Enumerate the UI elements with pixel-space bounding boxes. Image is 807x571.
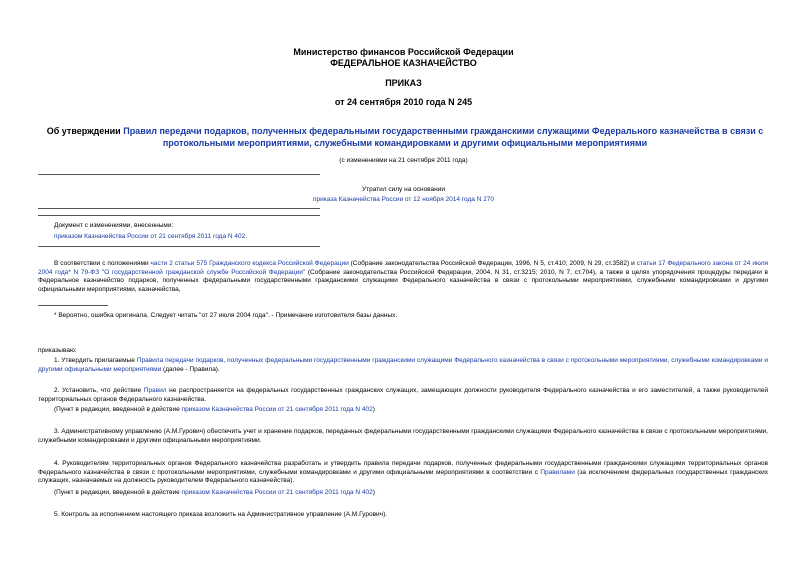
doc-type-heading: ПРИКАЗ xyxy=(385,78,422,88)
preamble-paragraph xyxy=(38,260,768,294)
rules-link[interactable]: Правил xyxy=(143,387,167,394)
item-4-note xyxy=(38,489,768,498)
item-text: (далее - Правила). xyxy=(161,365,220,373)
amendment-order-link[interactable]: приказом Казначейства России от 21 сентября 2011 года N 402 xyxy=(181,406,373,413)
note-text: ) xyxy=(372,489,375,496)
rules-link[interactable]: Правила передачи подарков, полученных федеральными государственными гражданскими служащими Федерального казначейства в связи с протокольными мероприятиями, служебными командировками и другими официальными мероприятиями xyxy=(38,357,768,373)
divider xyxy=(38,174,320,175)
changes-doc-link[interactable]: приказом Казначейства России от 21 сентября 2011 года N 402. xyxy=(54,233,248,240)
order-word: приказываю: xyxy=(38,347,77,354)
lost-force-link[interactable]: приказа Казначейства России от 12 ноября 2014 года N 270 xyxy=(312,196,495,203)
title-prefix: Об утверждении xyxy=(46,126,124,136)
federal-law-link[interactable]: статьи 17 Федерального закона от 24 июля 2004 года* N 79-ФЗ "О государственной гражданской службе Российской Федерации" xyxy=(38,260,769,276)
changes-doc-text: Документ с изменениями, внесенными: xyxy=(54,222,174,229)
note-text: ) xyxy=(372,406,375,413)
rules-link[interactable]: Правилами xyxy=(540,468,575,476)
document-title xyxy=(30,125,780,149)
doc-date-number: от 24 сентября 2010 года N 245 xyxy=(334,97,473,107)
footnote-divider xyxy=(38,305,108,306)
item-4 xyxy=(38,460,768,486)
title-link[interactable]: Правил передачи подарков, полученных федеральными государственными гражданскими служащими Федерального казначейства в связи с протокольными мероприятиями, служебными командировками и другими официальными мероприятиями xyxy=(123,126,764,148)
lost-force-text: Утратил силу на основании xyxy=(361,186,446,193)
note-text: (Пункт в редакции, введенной в действие xyxy=(54,489,182,496)
item-text: (за исключением федеральных государственных гражданских служащих, назначаемых на должность руководителем Федерального казначейства). xyxy=(38,468,768,485)
item-2-note xyxy=(38,406,768,415)
item-1 xyxy=(38,357,768,374)
preamble-text: (Собрание законодательства Российской Федерации, 2004, N 31, ст.3215; 2010, N 7, ст.704), а также в целях упорядочения процедуры передачи в Федеральное казначейство подарков, полученных федеральными государственными гражданскими служащими Федерального казначейства в связи с протокольными мероприятиями, служебными командировками и другими официальными мероприятиями, казначейства, xyxy=(38,268,768,293)
item-text: 4. Руководителям территориальных органов Федерального казначейства разработать и утвердить правила передачи подарков, полученных федеральными государственными гражданскими служащими территориальных органов Федерального казначейства в связи с протокольными мероприятиями, служебными командировками и другими официальными мероприятиями в соответствии с xyxy=(38,460,768,476)
item-3: 3. Административному управлению (А.М.Гурович) обеспечить учет и хранение подарков, переданных федеральными государственными гражданскими служащими Федерального казначейства в связи с протокольными мероприятиями, служебными командировками и другими официальными мероприятиями. xyxy=(38,428,768,444)
note-text: (Пункт в редакции, введенной в действие xyxy=(54,406,182,413)
item-2 xyxy=(38,387,768,404)
amendment-order-link[interactable]: приказом Казначейства России от 21 сентября 2011 года N 402 xyxy=(181,489,373,496)
civil-code-link[interactable]: части 2 статьи 575 Гражданского кодекса Российской Федерации xyxy=(150,260,349,267)
item-text: 1. Утвердить прилагаемые xyxy=(54,357,137,364)
item-text: 2. Установить, что действие xyxy=(54,387,144,394)
preamble-text: (Собрание законодательства Российской Федерации, 1996, N 5, ст.410; 2009, N 29, ст.3582) и xyxy=(348,260,637,267)
agency-heading: ФЕДЕРАЛЬНОЕ КАЗНАЧЕЙСТВО xyxy=(330,58,477,68)
divider xyxy=(38,246,320,247)
item-5: 5. Контроль за исполнением настоящего приказа возложить на Административное управление (А.М.Гурович). xyxy=(54,511,388,518)
ministry-heading: Министерство финансов Российской Федерации xyxy=(293,47,514,57)
divider xyxy=(38,208,320,209)
divider xyxy=(38,215,320,216)
preamble-text: В соответствии с положениями xyxy=(54,260,151,267)
amendments-note: (с изменениями на 21 сентября 2011 года) xyxy=(339,157,468,164)
item-text: не распространяется на федеральных государственных гражданских служащих, замещающих должности руководителя Федерального казначейства и его заместителей, а также руководителей территориальных органов Федерального казначейства. xyxy=(38,387,768,403)
footnote: * Вероятно, ошибка оригинала. Следует читать "от 27 июля 2004 года". - Примечание изготовителя базы данных. xyxy=(54,312,398,319)
